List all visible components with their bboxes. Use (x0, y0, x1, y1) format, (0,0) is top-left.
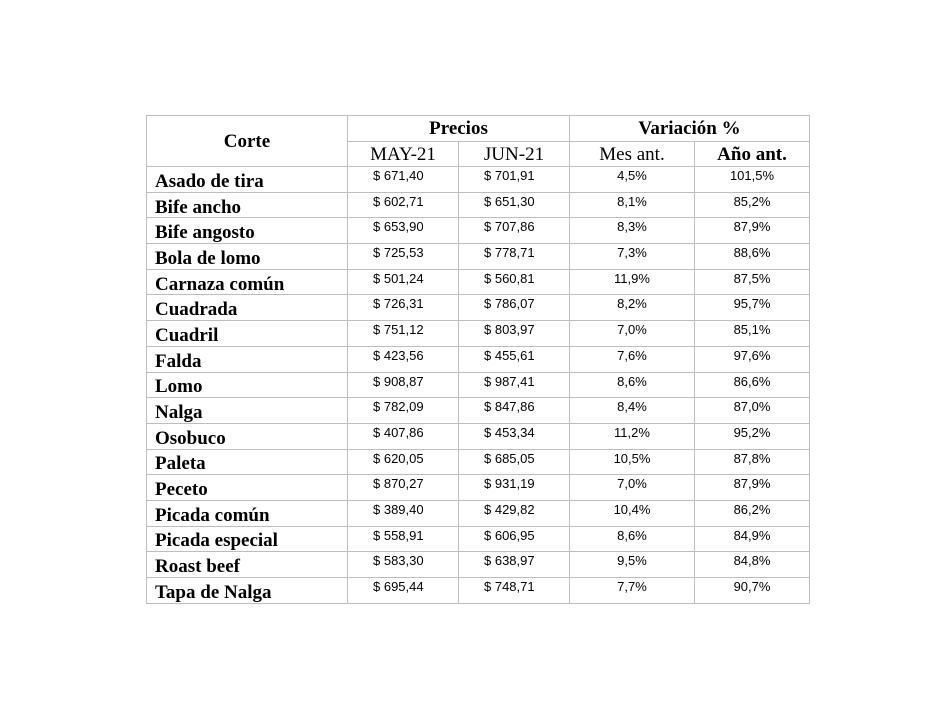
price-may: $ 583,30 (348, 552, 459, 578)
table-row (147, 372, 810, 398)
cut-name: Nalga (147, 398, 348, 424)
price-may: $ 695,44 (348, 578, 459, 604)
price-jun: $ 931,19 (459, 475, 570, 501)
cut-name: Roast beef (147, 552, 348, 578)
cut-name: Picada especial (147, 526, 348, 552)
var-mes: 7,0% (570, 321, 695, 347)
table-row (147, 218, 810, 244)
var-mes: 8,6% (570, 372, 695, 398)
cut-name: Bife ancho (147, 192, 348, 218)
cut-name: Lomo (147, 372, 348, 398)
header-row-top (147, 116, 810, 142)
price-may: $ 389,40 (348, 500, 459, 526)
price-may: $ 558,91 (348, 526, 459, 552)
cut-name: Picada común (147, 500, 348, 526)
price-jun: $ 429,82 (459, 500, 570, 526)
price-may: $ 501,24 (348, 269, 459, 295)
var-mes: 8,1% (570, 192, 695, 218)
table-row (147, 295, 810, 321)
cut-name: Falda (147, 346, 348, 372)
price-jun: $ 701,91 (459, 167, 570, 193)
price-jun: $ 987,41 (459, 372, 570, 398)
price-jun: $ 778,71 (459, 244, 570, 270)
price-may: $ 671,40 (348, 167, 459, 193)
var-anio: 90,7% (695, 578, 810, 604)
var-anio: 86,2% (695, 500, 810, 526)
var-mes: 7,7% (570, 578, 695, 604)
table-row (147, 500, 810, 526)
var-anio: 101,5% (695, 167, 810, 193)
cut-name: Asado de tira (147, 167, 348, 193)
price-jun: $ 803,97 (459, 321, 570, 347)
price-jun: $ 453,34 (459, 423, 570, 449)
var-mes: 7,3% (570, 244, 695, 270)
table-row (147, 192, 810, 218)
cut-name: Cuadrada (147, 295, 348, 321)
price-jun: $ 847,86 (459, 398, 570, 424)
header-mes-ant: Mes ant. (570, 142, 695, 167)
table-row (147, 167, 810, 193)
table-row (147, 244, 810, 270)
var-anio: 95,7% (695, 295, 810, 321)
cut-name: Tapa de Nalga (147, 578, 348, 604)
var-mes: 8,2% (570, 295, 695, 321)
var-mes: 7,0% (570, 475, 695, 501)
var-mes: 8,4% (570, 398, 695, 424)
var-anio: 86,6% (695, 372, 810, 398)
var-mes: 11,9% (570, 269, 695, 295)
price-jun: $ 685,05 (459, 449, 570, 475)
meat-price-table (146, 115, 810, 604)
table-row (147, 346, 810, 372)
var-anio: 97,6% (695, 346, 810, 372)
header-precios: Precios (348, 116, 570, 142)
price-may: $ 407,86 (348, 423, 459, 449)
price-may: $ 751,12 (348, 321, 459, 347)
price-jun: $ 651,30 (459, 192, 570, 218)
var-anio: 87,9% (695, 218, 810, 244)
var-mes: 10,4% (570, 500, 695, 526)
var-mes: 10,5% (570, 449, 695, 475)
table-row (147, 475, 810, 501)
cut-name: Osobuco (147, 423, 348, 449)
var-anio: 85,2% (695, 192, 810, 218)
price-may: $ 602,71 (348, 192, 459, 218)
table-row (147, 578, 810, 604)
cut-name: Bola de lomo (147, 244, 348, 270)
var-anio: 84,9% (695, 526, 810, 552)
table-row (147, 552, 810, 578)
var-mes: 11,2% (570, 423, 695, 449)
table-row (147, 321, 810, 347)
var-anio: 87,0% (695, 398, 810, 424)
price-may: $ 726,31 (348, 295, 459, 321)
price-jun: $ 455,61 (459, 346, 570, 372)
price-jun: $ 560,81 (459, 269, 570, 295)
var-anio: 88,6% (695, 244, 810, 270)
cut-name: Paleta (147, 449, 348, 475)
price-may: $ 782,09 (348, 398, 459, 424)
var-anio: 85,1% (695, 321, 810, 347)
table-row (147, 398, 810, 424)
var-anio: 87,5% (695, 269, 810, 295)
header-variacion: Variación % (570, 116, 810, 142)
price-may: $ 653,90 (348, 218, 459, 244)
price-jun: $ 707,86 (459, 218, 570, 244)
var-anio: 87,8% (695, 449, 810, 475)
price-jun: $ 748,71 (459, 578, 570, 604)
price-may: $ 620,05 (348, 449, 459, 475)
var-mes: 8,3% (570, 218, 695, 244)
price-jun: $ 786,07 (459, 295, 570, 321)
price-jun: $ 606,95 (459, 526, 570, 552)
var-mes: 4,5% (570, 167, 695, 193)
price-may: $ 870,27 (348, 475, 459, 501)
table-row (147, 526, 810, 552)
header-corte: Corte (147, 116, 348, 167)
price-jun: $ 638,97 (459, 552, 570, 578)
price-may: $ 908,87 (348, 372, 459, 398)
var-mes: 7,6% (570, 346, 695, 372)
table-row (147, 269, 810, 295)
var-mes: 8,6% (570, 526, 695, 552)
var-anio: 87,9% (695, 475, 810, 501)
header-jun-21: JUN-21 (459, 142, 570, 167)
cut-name: Peceto (147, 475, 348, 501)
cut-name: Cuadril (147, 321, 348, 347)
price-may: $ 423,56 (348, 346, 459, 372)
var-anio: 95,2% (695, 423, 810, 449)
header-may-21: MAY-21 (348, 142, 459, 167)
table-row (147, 449, 810, 475)
table-row (147, 423, 810, 449)
header-anio-ant: Año ant. (695, 142, 810, 167)
price-may: $ 725,53 (348, 244, 459, 270)
cut-name: Bife angosto (147, 218, 348, 244)
var-anio: 84,8% (695, 552, 810, 578)
var-mes: 9,5% (570, 552, 695, 578)
cut-name: Carnaza común (147, 269, 348, 295)
